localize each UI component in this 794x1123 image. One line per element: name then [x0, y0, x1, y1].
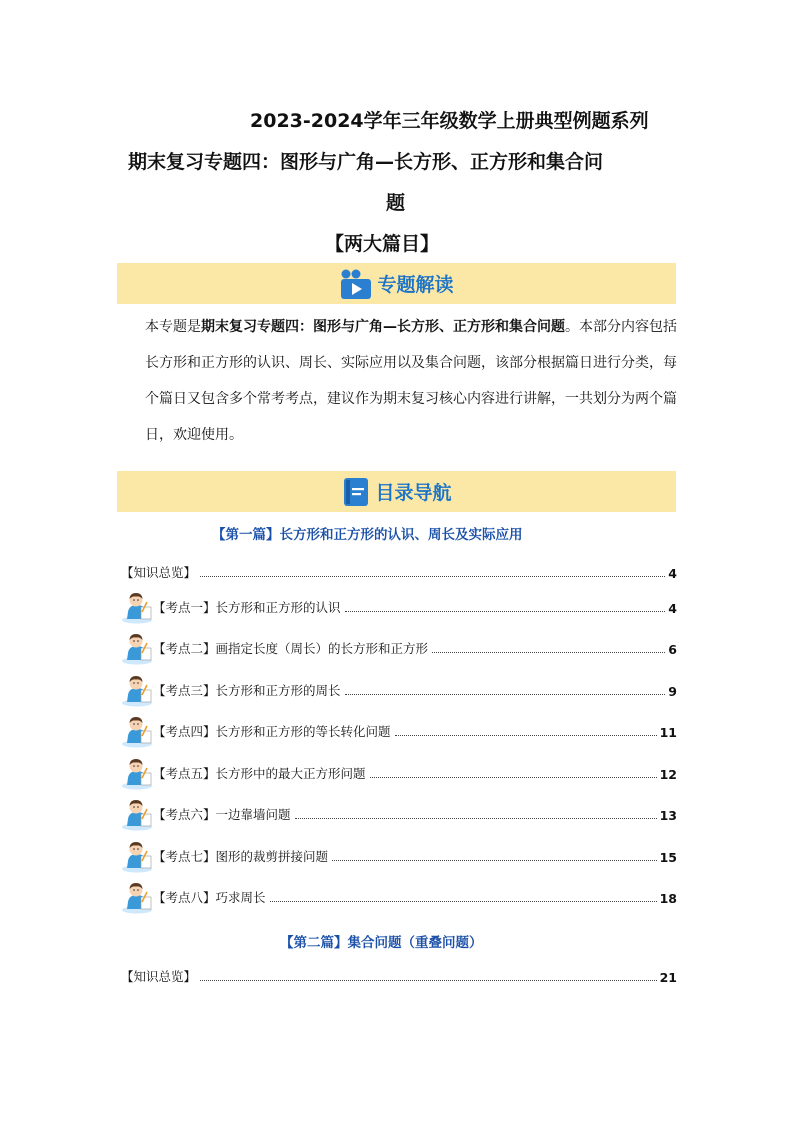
table-of-contents-title: 目录导航 [375, 482, 452, 504]
student-icon [121, 673, 153, 707]
part-two-heading: 【第二篇】集合问题（重叠问题） [280, 935, 483, 951]
student-icon [121, 631, 153, 665]
toc-leader-dots [270, 901, 657, 902]
document-title: 2023-2024学年三年级数学上册典型例题系列 [250, 110, 649, 132]
student-icon [121, 756, 153, 790]
toc-label: 【考点五】长方形中的最大正方形问题 [153, 766, 366, 781]
intro-prefix: 本专题是 [145, 319, 201, 335]
toc-label: 【知识总览】 [121, 969, 197, 984]
toc-item-7[interactable] [121, 839, 677, 873]
toc-label: 【考点二】画指定长度（周长）的长方形和正方形 [153, 641, 429, 656]
toc-page-number: 21 [659, 970, 677, 985]
document-subtitle-continued: 题 [386, 192, 406, 214]
student-icon [121, 880, 153, 914]
toc-label: 【知识总览】 [121, 565, 197, 580]
toc-item-2[interactable] [121, 631, 677, 665]
topic-interpretation-title: 专题解读 [377, 274, 454, 296]
table-of-contents-banner [117, 471, 676, 512]
toc-page-number: 11 [659, 725, 677, 740]
toc-leader-dots [295, 818, 657, 819]
toc-leader-dots [200, 576, 665, 577]
toc-leader-dots [370, 777, 657, 778]
toc-page-number: 4 [668, 601, 677, 616]
toc-item-1[interactable] [121, 590, 677, 624]
toc-item-4[interactable] [121, 714, 677, 748]
book-icon [341, 476, 371, 508]
student-icon [121, 839, 153, 873]
toc-page-number: 6 [668, 642, 677, 657]
toc-page-number: 12 [659, 767, 677, 782]
toc-leader-dots [200, 980, 657, 981]
toc-label: 【考点四】长方形和正方形的等长转化问题 [153, 724, 391, 739]
toc-leader-dots [345, 694, 666, 695]
intro-body: 。本部分内容包括长方形和正方形的认识、周长、实际应用以及集合问题，该部分根据篇日进行分类，每个篇日又包含多个常考考点，建议作为期末复习核心内容进行讲解，一共划分为两个篇日，欢迎使用。 [145, 319, 677, 443]
toc-overview-part-two[interactable] [121, 963, 677, 985]
video-icon [339, 268, 373, 300]
toc-leader-dots [395, 735, 657, 736]
toc-page-number: 13 [659, 808, 677, 823]
toc-label: 【考点一】长方形和正方形的认识 [153, 600, 341, 615]
topic-interpretation-banner [117, 263, 676, 304]
intro-emphasis: 期末复习专题四：图形与广角—长方形、正方形和集合问题 [201, 319, 565, 335]
student-icon [121, 714, 153, 748]
student-icon [121, 590, 153, 624]
toc-item-3[interactable] [121, 673, 677, 707]
document-subtitle: 期末复习专题四：图形与广角—长方形、正方形和集合问 [128, 151, 604, 173]
toc-page-number: 15 [659, 850, 677, 865]
toc-page-number: 9 [668, 684, 677, 699]
toc-item-5[interactable] [121, 756, 677, 790]
intro-paragraph [117, 309, 679, 453]
part-one-heading: 【第一篇】长方形和正方形的认识、周长及实际应用 [212, 527, 523, 543]
toc-leader-dots [332, 860, 657, 861]
toc-item-8[interactable] [121, 880, 677, 914]
toc-label: 【考点八】巧求周长 [153, 890, 266, 905]
toc-overview-part-one[interactable] [121, 559, 677, 581]
toc-leader-dots [432, 652, 665, 653]
toc-label: 【考点七】图形的裁剪拼接问题 [153, 849, 329, 864]
toc-item-6[interactable] [121, 797, 677, 831]
toc-page-number: 18 [659, 891, 677, 906]
toc-leader-dots [345, 611, 666, 612]
toc-page-number: 4 [668, 566, 677, 581]
two-parts-heading: 【两大篇目】 [325, 233, 440, 255]
toc-label: 【考点六】一边靠墙问题 [153, 807, 291, 822]
student-icon [121, 797, 153, 831]
toc-label: 【考点三】长方形和正方形的周长 [153, 683, 341, 698]
